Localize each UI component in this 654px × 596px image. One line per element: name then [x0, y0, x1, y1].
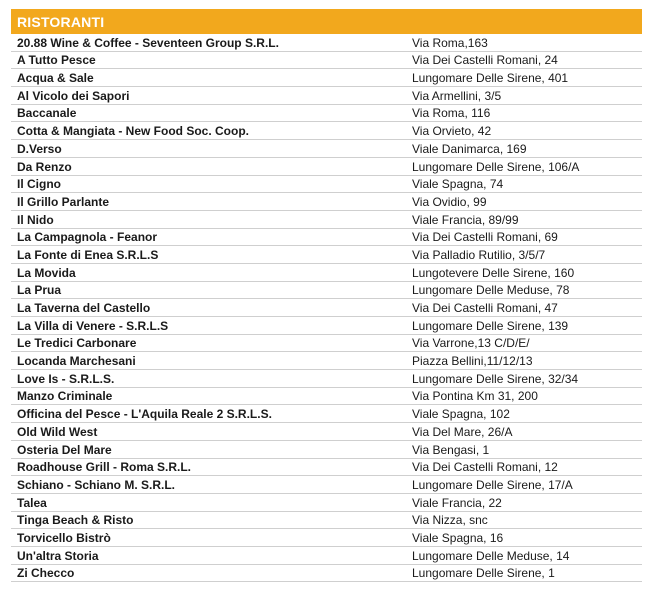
table-row: [11, 87, 642, 105]
restaurant-address: Viale Spagna, 102: [412, 407, 510, 422]
table-row: [11, 140, 642, 158]
restaurant-address: Via Varrone,13 C/D/E/: [412, 336, 530, 351]
table-row: [11, 565, 642, 583]
restaurant-address: Via Bengasi, 1: [412, 442, 490, 457]
restaurant-address: Viale Spagna, 74: [412, 177, 504, 192]
restaurant-name: D.Verso: [17, 141, 62, 156]
table-row: [11, 158, 642, 176]
restaurant-name: La Campagnola - Feanor: [17, 230, 158, 245]
restaurant-name: Locanda Marchesani: [17, 354, 136, 369]
restaurant-address: Via Dei Castelli Romani, 24: [412, 53, 558, 68]
table-row: [11, 529, 642, 547]
table-row: [11, 370, 642, 388]
restaurant-address: Via Roma,163: [412, 35, 488, 50]
restaurant-address: Via Palladio Rutilio, 3/5/7: [412, 247, 546, 262]
restaurant-name: Acqua & Sale: [17, 71, 94, 86]
table-row: [11, 52, 642, 70]
table-row: [11, 441, 642, 459]
table-row: [11, 34, 642, 52]
restaurant-name: Torvicello Bistrò: [17, 530, 111, 545]
restaurant-name: Manzo Criminale: [17, 389, 113, 404]
restaurant-address: Viale Spagna, 16: [412, 530, 504, 545]
restaurant-name: La Taverna del Castello: [17, 301, 151, 315]
restaurant-address: Lungomare Delle Sirene, 17/A: [412, 477, 573, 492]
restaurant-address: Viale Francia, 22: [412, 495, 502, 510]
restaurant-name: Il Nido: [17, 212, 54, 227]
restaurant-name: Roadhouse Grill - Roma S.R.L.: [17, 460, 192, 475]
restaurant-name: Baccanale: [17, 106, 77, 121]
restaurant-list: [11, 34, 642, 582]
restaurant-address: Via Dei Castelli Romani, 69: [412, 230, 558, 245]
table-row: [11, 229, 642, 247]
table-row: [11, 193, 642, 211]
restaurant-name: Tinga Beach & Risto: [17, 513, 134, 528]
table-row: [11, 547, 642, 565]
restaurant-name: Le Tredici Carbonare: [17, 336, 137, 351]
table-row: [11, 176, 642, 194]
table-row: [11, 122, 642, 140]
table-row: [11, 335, 642, 353]
restaurant-address: Piazza Bellini,11/12/13: [412, 354, 533, 369]
restaurant-address: Via Dei Castelli Romani, 12: [412, 460, 558, 475]
restaurant-address: Lungomare Delle Sirene, 139: [412, 318, 569, 333]
restaurant-name: 20.88 Wine & Coffee - Seventeen Group S.R.L.: [17, 35, 279, 50]
restaurant-name: Il Grillo Parlante: [17, 194, 110, 209]
table-row: [11, 282, 642, 300]
restaurant-address: Via Pontina Km 31, 200: [412, 389, 538, 404]
table-row: [11, 69, 642, 87]
table-row: [11, 476, 642, 494]
restaurant-table: [11, 9, 642, 582]
restaurant-name: La Prua: [17, 283, 62, 298]
restaurant-name: Love Is - S.R.L.S.: [17, 371, 115, 386]
table-row: [11, 388, 642, 406]
table-row: [11, 423, 642, 441]
table-row: [11, 299, 642, 317]
restaurant-address: Lungomare Delle Meduse, 78: [412, 283, 570, 298]
table-row: [11, 512, 642, 530]
restaurant-name: A Tutto Pesce: [17, 53, 96, 68]
restaurant-address: Lungomare Delle Sirene, 32/34: [412, 371, 579, 386]
restaurant-name: Schiano - Schiano M. S.R.L.: [17, 477, 176, 492]
table-row: [11, 459, 642, 477]
restaurant-address: Via Ovidio, 99: [412, 194, 487, 209]
restaurant-name: La Villa di Venere - S.R.L.S: [17, 318, 169, 333]
restaurant-address: Via Del Mare, 26/A: [412, 424, 513, 439]
restaurant-name: Al Vicolo dei Sapori: [17, 88, 130, 103]
restaurant-name: La Movida: [17, 265, 76, 280]
restaurant-name: Il Cigno: [17, 177, 61, 192]
table-row: [11, 246, 642, 264]
restaurant-name: Old Wild West: [17, 424, 98, 439]
table-row: [11, 105, 642, 123]
table-row: [11, 494, 642, 512]
restaurant-name: Officina del Pesce - L'Aquila Reale 2 S.R.L.S.: [17, 407, 272, 422]
table-row: [11, 264, 642, 282]
table-row: [11, 405, 642, 423]
table-row: [11, 211, 642, 229]
restaurant-name: La Fonte di Enea S.R.L.S: [17, 247, 159, 262]
table-row: [11, 352, 642, 370]
restaurant-name: Talea: [17, 495, 47, 510]
table-header: [11, 9, 642, 34]
restaurant-name: Da Renzo: [17, 159, 72, 174]
table-title: RISTORANTI: [17, 13, 105, 30]
restaurant-name: Osteria Del Mare: [17, 442, 112, 457]
restaurant-name: Zi Checco: [17, 566, 75, 581]
restaurant-address: Lungomare Delle Sirene, 106/A: [412, 159, 580, 174]
restaurant-name: Un'altra Storia: [17, 548, 99, 563]
restaurant-address: Via Roma, 116: [412, 106, 491, 121]
restaurant-address: Viale Francia, 89/99: [412, 212, 519, 227]
restaurant-address: Lungotevere Delle Sirene, 160: [412, 265, 575, 280]
restaurant-address: Via Dei Castelli Romani, 47: [412, 301, 558, 315]
restaurant-address: Via Nizza, snc: [412, 513, 488, 528]
table-row: [11, 317, 642, 335]
restaurant-address: Lungomare Delle Sirene, 401: [412, 71, 569, 86]
restaurant-address: Viale Danimarca, 169: [412, 141, 527, 156]
restaurant-address: Lungomare Delle Sirene, 1: [412, 566, 555, 581]
restaurant-address: Via Orvieto, 42: [412, 124, 492, 139]
restaurant-address: Lungomare Delle Meduse, 14: [412, 548, 570, 563]
restaurant-name: Cotta & Mangiata - New Food Soc. Coop.: [17, 124, 249, 139]
restaurant-address: Via Armellini, 3/5: [412, 88, 502, 103]
